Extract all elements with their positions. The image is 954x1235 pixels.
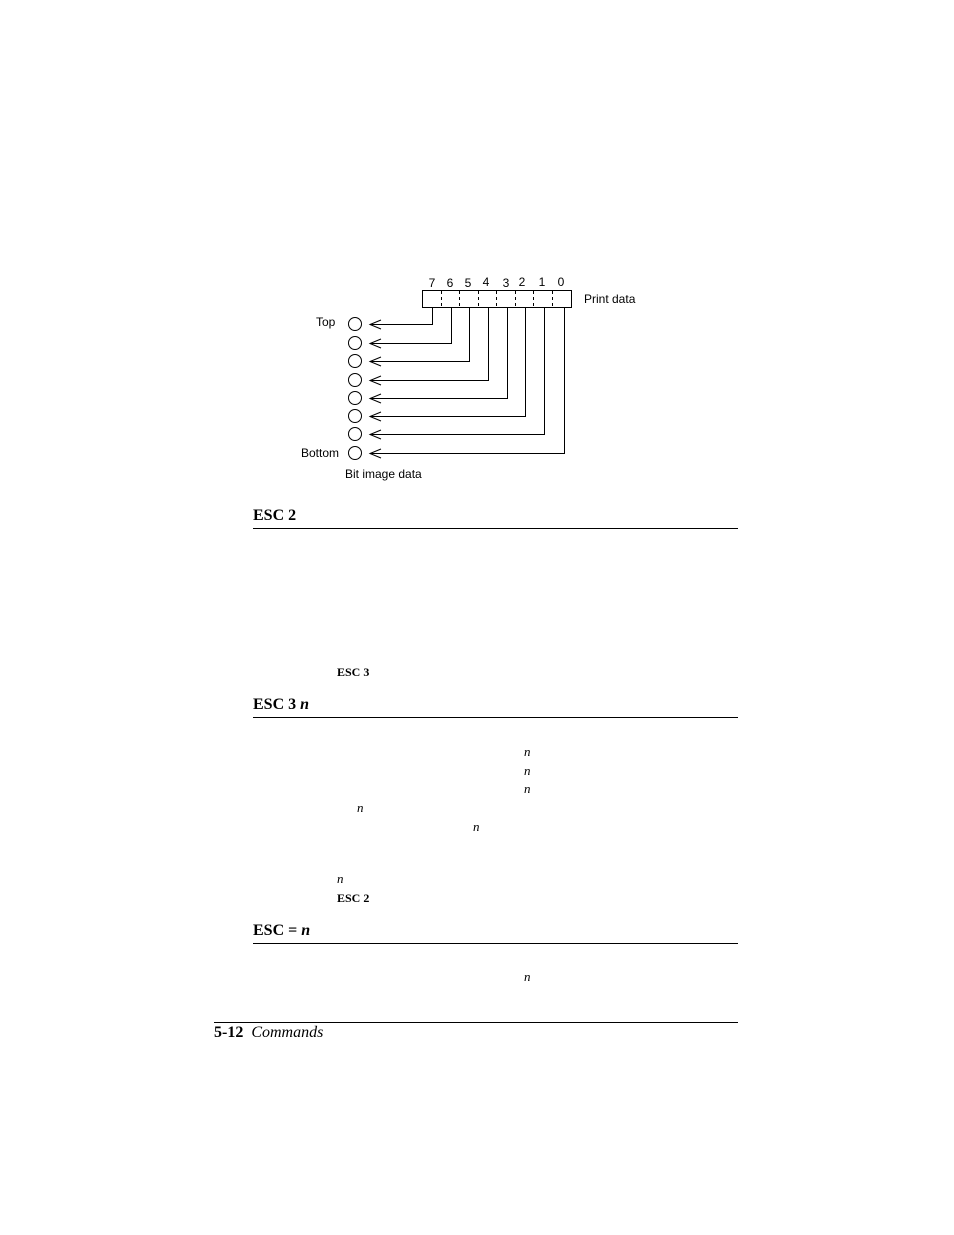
bit-label: 3 [502, 276, 510, 290]
bit-label: 7 [428, 276, 436, 290]
param-n: n [357, 800, 364, 815]
print-dots [349, 318, 362, 460]
esc2-cross-ref: ESC 3 [337, 665, 370, 679]
arrowheads [370, 320, 381, 458]
bit-label: 0 [557, 275, 565, 289]
footer-rule [214, 1022, 738, 1023]
dot [349, 337, 362, 350]
dot [349, 410, 362, 423]
esceq-heading-cmd: ESC = [253, 922, 298, 939]
connector [370, 307, 545, 435]
page-footer [214, 1024, 323, 1042]
dot [349, 318, 362, 331]
bit-label: 4 [482, 275, 490, 289]
connector [370, 307, 452, 344]
bottom-label: Bottom [301, 446, 340, 460]
param-n: n [524, 744, 531, 759]
connector [370, 307, 508, 399]
bit-connectors [370, 307, 565, 454]
bit-label: 1 [538, 275, 546, 289]
bit-image-diagram [0, 0, 954, 520]
param-n: n [337, 871, 344, 886]
connector [370, 307, 433, 325]
esceq-heading-param: n [301, 922, 311, 939]
param-n: n [524, 763, 531, 778]
chapter-title: Commands [251, 1024, 324, 1041]
esc3-heading [253, 696, 738, 718]
bit-image-label: Bit image data [345, 467, 422, 481]
bit-label: 5 [464, 276, 472, 290]
dot [349, 428, 362, 441]
esceq-heading [253, 922, 738, 944]
esc3-heading-cmd: ESC 3 [253, 696, 297, 713]
param-n: n [473, 819, 480, 834]
esc3-heading-param: n [300, 696, 310, 713]
connector [370, 307, 470, 362]
esc2-heading [253, 507, 738, 529]
param-n: n [524, 781, 531, 796]
bit-label: 2 [518, 275, 526, 289]
dot [349, 374, 362, 387]
bit-label: 6 [446, 276, 454, 290]
dot [349, 392, 362, 405]
dot [349, 355, 362, 368]
print-data-label: Print data [584, 292, 636, 306]
bit-dividers [442, 291, 553, 307]
param-n: n [524, 969, 531, 984]
dot [349, 447, 362, 460]
esc3-cross-ref: ESC 2 [337, 891, 370, 905]
page-number: 5-12 [214, 1024, 244, 1041]
esc2-heading-text: ESC 2 [253, 507, 297, 524]
top-label: Top [316, 315, 336, 329]
